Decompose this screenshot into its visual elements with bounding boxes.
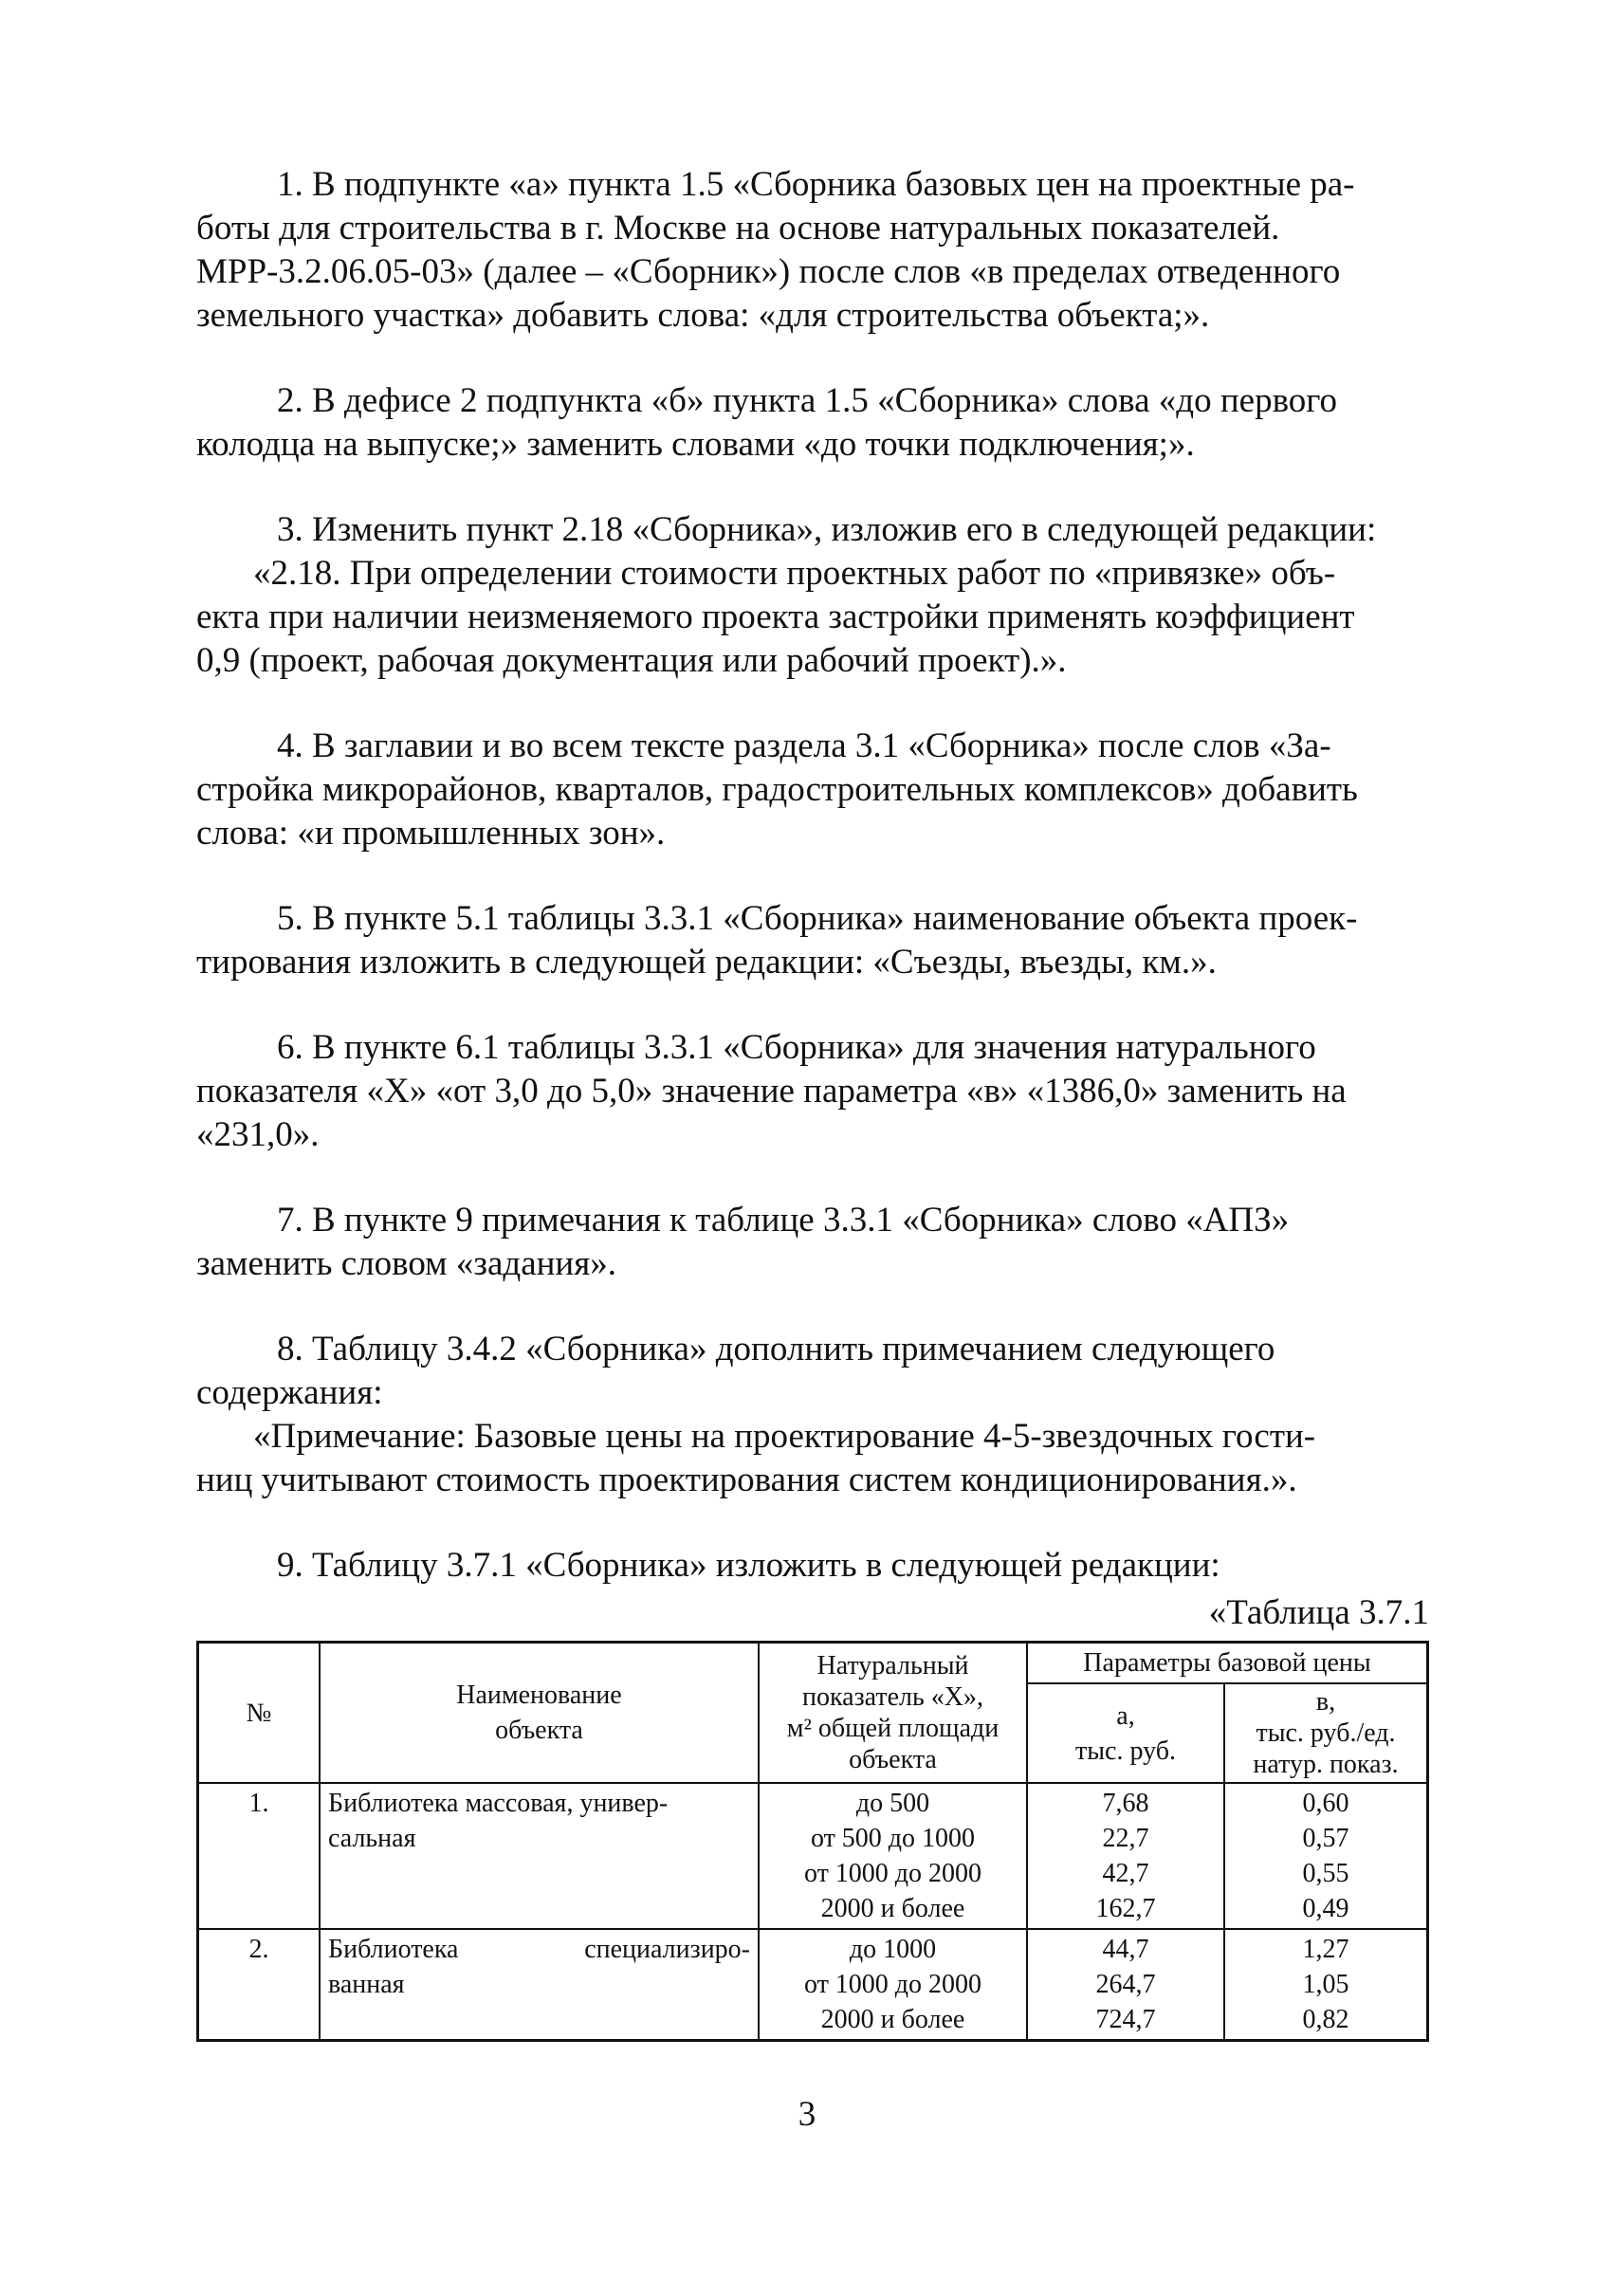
row-name <box>320 1929 759 2041</box>
table-body <box>198 1783 1428 2041</box>
header-a <box>1027 1683 1224 1783</box>
paragraph-line: «Примечание: Базовые цены на проектирование 4-5-звездочных гости- <box>253 1417 1316 1456</box>
row-ranges <box>759 1783 1027 1929</box>
header-b <box>1224 1683 1428 1783</box>
paragraph-line: 7. В пункте 9 примечания к таблице 3.3.1 «Сборника» слово «АПЗ» <box>277 1201 1290 1240</box>
paragraph-line: 0,9 (проект, рабочая документация или рабочий проект).». <box>196 641 1067 680</box>
b-value: 0,49 <box>1302 1894 1349 1923</box>
range-value: до 1000 <box>849 1935 937 1964</box>
a-value: 162,7 <box>1095 1894 1156 1923</box>
row-num: 1. <box>198 1783 321 1929</box>
document-body <box>196 163 1429 2042</box>
paragraph-6 <box>196 1026 1429 1157</box>
paragraph-9 <box>196 1544 1429 1588</box>
row-b-values <box>1224 1783 1428 1929</box>
paragraph-line: 6. В пункте 6.1 таблицы 3.3.1 «Сборника» для значения натурального <box>277 1028 1316 1067</box>
paragraph-2 <box>196 379 1429 467</box>
paragraph-line: 1. В подпункте «а» пункта 1.5 «Сборника базовых цен на проектные ра- <box>277 165 1355 204</box>
header-num: № <box>198 1643 321 1784</box>
row-num: 2. <box>198 1929 321 2041</box>
a-value: 264,7 <box>1095 1970 1156 1999</box>
paragraph-line: слова: «и промышленных зон». <box>196 814 666 853</box>
paragraph-line: заменить словом «задания». <box>196 1244 616 1283</box>
range-value: 2000 и более <box>820 2005 965 2034</box>
paragraph-line: 4. В заглавии и во всем тексте раздела 3.1 «Сборника» после слов «За- <box>277 726 1331 765</box>
paragraph-line: 3. Изменить пункт 2.18 «Сборника», изложив его в следующей редакции: <box>277 510 1377 549</box>
header-params: Параметры базовой цены <box>1027 1643 1428 1684</box>
paragraph-1 <box>196 163 1429 338</box>
paragraph-line: показателя «Х» «от 3,0 до 5,0» значение параметра «в» «1386,0» заменить на <box>196 1072 1347 1111</box>
header-name-line: Наименование <box>456 1681 622 1710</box>
row-name-line: Библиотека массовая, универ- <box>328 1789 669 1818</box>
row-name-line: ванная <box>328 1970 405 1999</box>
page-number: 3 <box>798 2095 816 2134</box>
paragraph-line: колодца на выпуске;» заменить словами «до точки подключения;». <box>196 425 1195 464</box>
paragraph-line: содержания: <box>196 1373 383 1412</box>
paragraph-line: «231,0». <box>196 1115 320 1154</box>
row-name-line: Библиотека специализиро- <box>328 1935 750 1964</box>
paragraph-line: екта при наличии неизменяемого проекта застройки применять коэффициент <box>196 597 1355 636</box>
range-value: от 1000 до 2000 <box>803 1970 982 1999</box>
b-value: 1,27 <box>1302 1935 1349 1964</box>
header-name-line: объекта <box>495 1716 583 1745</box>
paragraph-4 <box>196 725 1429 855</box>
b-value: 0,60 <box>1302 1789 1349 1818</box>
paragraph-line: МРР-3.2.06.05-03» (далее – «Сборник») после слов «в пределах отведенного <box>196 252 1341 291</box>
b-value: 0,82 <box>1302 2005 1349 2034</box>
a-value: 44,7 <box>1102 1935 1149 1964</box>
paragraph-line: стройка микрорайонов, кварталов, градостроительных комплексов» добавить <box>196 770 1358 809</box>
row-name-line: сальная <box>328 1824 416 1853</box>
paragraph-3 <box>196 508 1429 683</box>
header-indicator-line: объекта <box>849 1745 937 1774</box>
paragraph-line: 2. В дефисе 2 подпункта «б» пункта 1.5 «Сборника» слова «до первого <box>277 381 1338 420</box>
paragraph-line: 8. Таблицу 3.4.2 «Сборника» дополнить примечанием следующего <box>277 1330 1275 1368</box>
header-a-line: тыс. руб. <box>1075 1736 1176 1766</box>
header-indicator-line: м² общей площади <box>786 1714 1000 1743</box>
header-b-line: натур. показ. <box>1253 1750 1399 1779</box>
a-value: 22,7 <box>1102 1824 1149 1853</box>
b-value: 1,05 <box>1302 1970 1349 1999</box>
paragraph-8 <box>196 1328 1429 1502</box>
range-value: от 1000 до 2000 <box>803 1859 982 1888</box>
paragraph-line: 9. Таблицу 3.7.1 «Сборника» изложить в следующей редакции: <box>277 1546 1220 1585</box>
row-ranges <box>759 1929 1027 2041</box>
table-head <box>198 1643 1428 1784</box>
price-table <box>196 1641 1429 2042</box>
row-a-values <box>1027 1783 1224 1929</box>
paragraph-line: 5. В пункте 5.1 таблицы 3.3.1 «Сборника» наименование объекта проек- <box>277 899 1358 938</box>
paragraph-line: ниц учитывают стоимость проектирования систем кондиционирования.». <box>196 1460 1297 1499</box>
paragraph-line: земельного участка» добавить слова: «для строительства объекта;». <box>196 296 1210 335</box>
table-header-row <box>198 1643 1428 1684</box>
table-row <box>198 1929 1428 2041</box>
row-b-values <box>1224 1929 1428 2041</box>
paragraph-line: «2.18. При определении стоимости проектных работ по «привязке» объ- <box>253 554 1336 593</box>
paragraph-line: боты для строительства в г. Москве на основе натуральных показателей. <box>196 209 1280 248</box>
paragraph-line: тирования изложить в следующей редакции: «Съезды, въезды, км.». <box>196 943 1217 982</box>
table-row <box>198 1783 1428 1929</box>
header-indicator-line: показатель «Х», <box>802 1682 983 1712</box>
header-b-line: в, <box>1315 1687 1336 1717</box>
a-value: 724,7 <box>1095 2005 1156 2034</box>
paragraph-5 <box>196 897 1429 984</box>
header-name <box>320 1643 759 1784</box>
b-value: 0,55 <box>1302 1859 1349 1888</box>
header-indicator-line: Натуральный <box>816 1651 969 1681</box>
range-value: 2000 и более <box>820 1894 965 1923</box>
paragraph-7 <box>196 1199 1429 1286</box>
table-caption: «Таблица 3.7.1 <box>1208 1593 1429 1632</box>
row-a-values <box>1027 1929 1224 2041</box>
header-b-line: тыс. руб./ед. <box>1256 1718 1396 1748</box>
range-value: до 500 <box>855 1789 930 1818</box>
header-indicator <box>759 1643 1027 1784</box>
a-value: 7,68 <box>1102 1789 1149 1818</box>
b-value: 0,57 <box>1302 1824 1349 1853</box>
a-value: 42,7 <box>1102 1859 1149 1888</box>
range-value: от 500 до 1000 <box>810 1824 976 1853</box>
header-a-line: а, <box>1116 1700 1135 1731</box>
row-name <box>320 1783 759 1929</box>
